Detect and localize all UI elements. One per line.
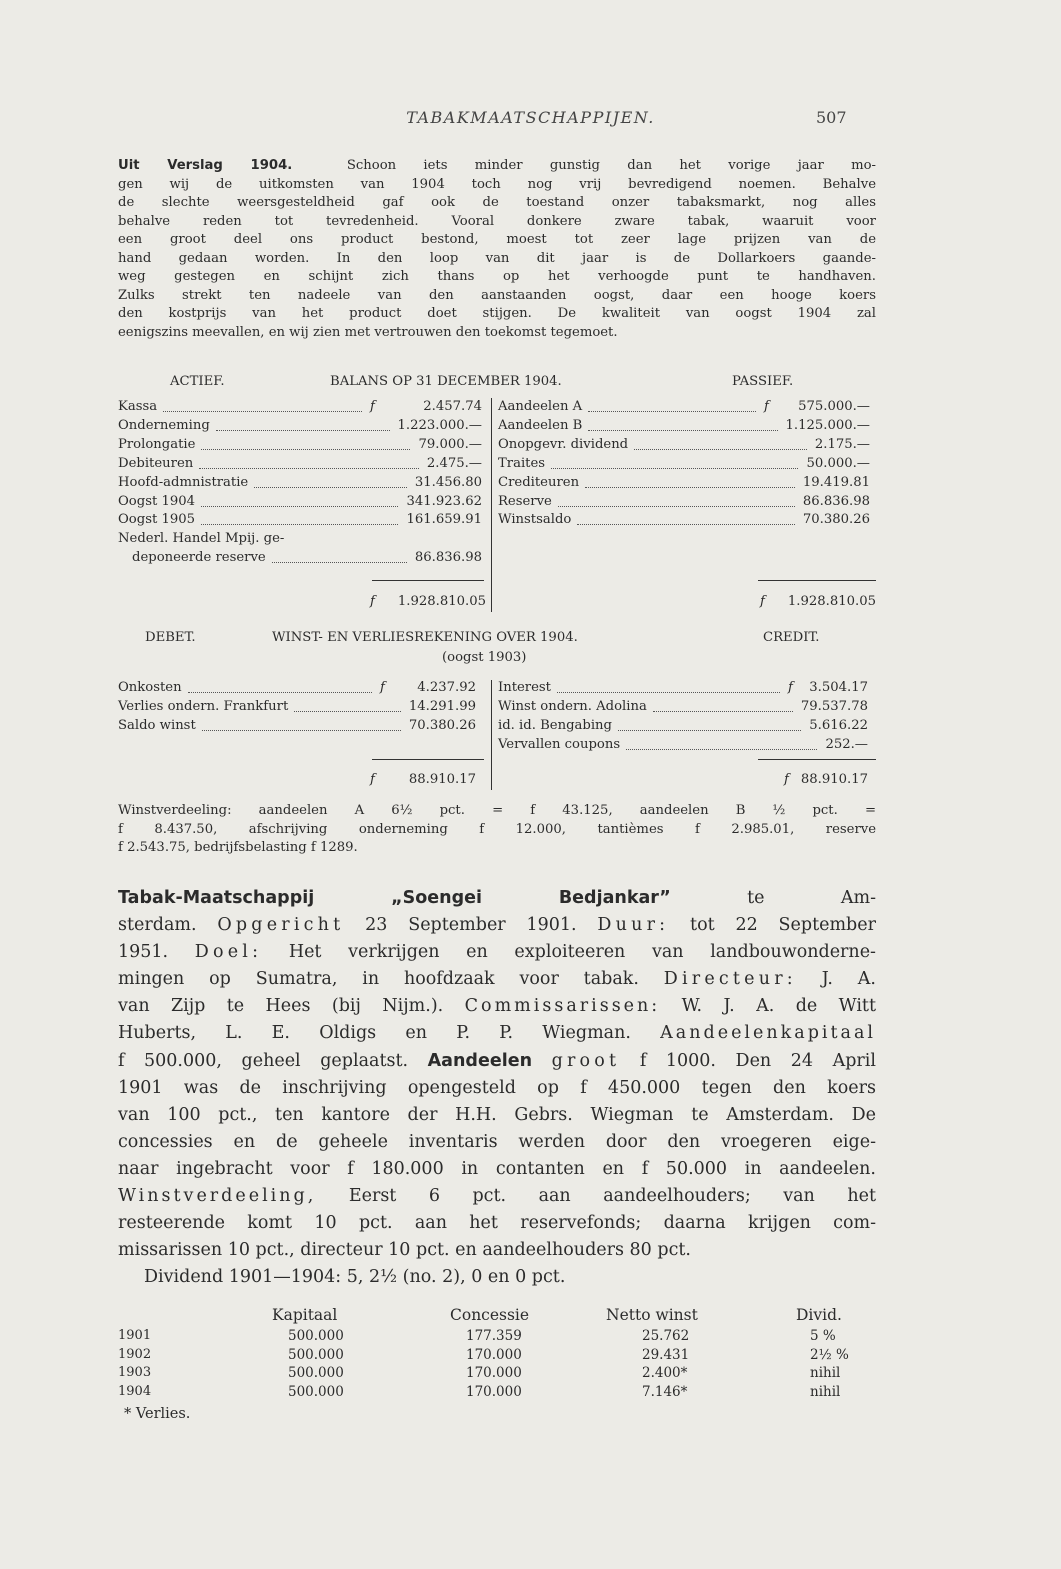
ledger-value: 50.000.— (806, 455, 870, 471)
pl-total-right: f 88.910.17 (784, 772, 868, 787)
ledger-label: Hoofd-admnistratie (118, 474, 249, 490)
balance-right-heading: PASSIEF. (732, 374, 794, 389)
pl-divider (491, 680, 492, 790)
pl-total-left: f 88.910.17 (370, 772, 476, 787)
ledger-label: Nederl. Handel Mpij. ge- (118, 531, 285, 547)
table-cell: 7.146* (642, 1383, 688, 1400)
table-cell: 1902 (118, 1346, 152, 1362)
ledger-row (498, 475, 870, 494)
pl-total-rule-left (372, 759, 484, 760)
pl-left-heading: DEBET. (145, 630, 196, 645)
balance-total-left: f 1.928.810.05 (370, 594, 486, 609)
table-cell: 2.400* (642, 1365, 688, 1381)
profit-distribution (118, 802, 876, 858)
ledger-row (498, 437, 870, 456)
dot-leader (588, 411, 756, 412)
table-header: Kapitaal (272, 1306, 338, 1324)
table-header: Netto winst (606, 1306, 698, 1324)
ledger-value: 575.000.— (798, 399, 870, 414)
ledger-value: 19.419.81 (802, 474, 870, 490)
ledger-row (118, 437, 482, 456)
ledger-row (498, 680, 868, 699)
table-cell: 170.000 (466, 1365, 522, 1381)
key-groot: groot (551, 1050, 621, 1071)
report-line: weg gestegen en schijnt zich thans op het verhoogde punt te handhaven. (118, 269, 876, 284)
table-cell: 500.000 (288, 1346, 344, 1363)
ledger-row (118, 718, 476, 737)
table-footnote: * Verlies. (124, 1406, 191, 1422)
distribution-line: f 8.437.50, afschrijving onderneming f 12.000, tantièmes f 2.985.01, reserve (118, 821, 876, 837)
currency-sign: f (788, 680, 793, 695)
key-aandeelenkapitaal: Aandeelenkapitaal (660, 1023, 876, 1044)
annual-report-paragraph (118, 157, 876, 342)
report-line: behalve reden tot tevredenheid. Vooral donkere zware tabak, waaruit voor (118, 213, 876, 229)
key-duur: Duur: (597, 915, 670, 936)
table-header: Concessie (450, 1306, 530, 1324)
ledger-row (118, 550, 482, 569)
ledger-row (118, 531, 482, 550)
table-cell: 29.431 (642, 1346, 690, 1363)
balance-left-heading: ACTIEF. (170, 374, 225, 389)
table-header: Divid. (796, 1306, 842, 1324)
report-heading: Uit Verslag 1904. (118, 158, 293, 173)
ledger-row (498, 737, 868, 756)
report-line: Zulks strekt ten nadeele van den aanstaanden oogst, daar een hooge koers (118, 287, 876, 303)
report-line: den kostprijs van het product doet stijgen. De kwaliteit van oogst 1904 zal (118, 306, 876, 321)
ledger-value: 4.237.92 (417, 680, 476, 695)
ledger-value: 79.000.— (418, 436, 482, 452)
table-cell: nihil (810, 1365, 841, 1381)
balance-total-right: f 1.928.810.05 (760, 594, 876, 609)
dot-leader (202, 730, 401, 731)
dividend-line: Dividend 1901—1904: 5, 2½ (no. 2), 0 en 0 pct. (144, 1267, 566, 1288)
ledger-label: Onderneming (118, 417, 210, 433)
table-cell: 25.762 (642, 1328, 690, 1344)
ledger-label: Oogst 1905 (118, 512, 196, 528)
ledger-row (118, 456, 482, 475)
currency-sign: f (380, 680, 385, 695)
dot-leader (551, 468, 798, 469)
table-cell: 177.359 (466, 1328, 522, 1344)
dot-leader (653, 711, 793, 712)
balance-total-rule-left (372, 580, 484, 581)
page-number: 507 (816, 108, 847, 127)
ledger-label: Vervallen coupons (498, 736, 621, 752)
dot-leader (626, 749, 817, 750)
ledger-value: 2.175.— (814, 436, 870, 452)
ledger-label: Traites (498, 455, 546, 471)
ledger-row (498, 512, 870, 531)
key-commissarissen: Commissarissen: (464, 996, 661, 1017)
ledger-value: 341.923.62 (406, 493, 482, 509)
ledger-row (118, 680, 476, 699)
ledger-value: 5.616.22 (809, 717, 868, 733)
pl-total-rule-right (758, 759, 876, 760)
ledger-row (498, 399, 870, 418)
ledger-label: Interest (498, 680, 551, 695)
dot-leader (588, 430, 777, 431)
ledger-label: Crediteuren (498, 474, 580, 490)
currency-sign: f (370, 399, 375, 414)
report-line: de slechte weersgesteldheid gaf ook de toestand onzer tabaksmarkt, nog alles (118, 195, 876, 210)
ledger-row (498, 418, 870, 437)
table-cell: nihil (810, 1383, 841, 1400)
ledger-value: 79.537.78 (800, 698, 868, 714)
key-winstverdeeling: Winstverdeeling, (118, 1186, 317, 1207)
ledger-label: Saldo winst (118, 717, 196, 733)
pl-title: WINST- EN VERLIESREKENING OVER 1904. (272, 630, 578, 645)
ledger-label: id. id. Bengabing (498, 717, 612, 733)
ledger-row (498, 699, 868, 718)
table-cell: 2½ % (810, 1346, 849, 1363)
key-directeur: Directeur: (663, 969, 797, 990)
ledger-label: Winst ondern. Adolina (498, 698, 647, 714)
ledger-row (118, 475, 482, 494)
dot-leader (199, 468, 419, 469)
distribution-line: Winstverdeeling: aandeelen A 6½ pct. = f 43.125, aandeelen B ½ pct. = (118, 803, 876, 818)
ledger-value: 31.456.80 (414, 474, 482, 490)
dot-leader (201, 506, 398, 507)
ledger-label: Debiteuren (118, 455, 194, 471)
running-header-title: TABAKMAATSCHAPPIJEN. (406, 108, 655, 127)
ledger-value: 252.— (825, 736, 868, 752)
ledger-value: 2.475.— (426, 455, 482, 471)
dot-leader (201, 449, 410, 450)
ledger-value: 70.380.26 (802, 512, 870, 528)
ledger-label: Onkosten (118, 680, 182, 695)
ledger-label: Reserve (498, 493, 552, 509)
dot-leader (272, 562, 407, 563)
dot-leader (201, 524, 398, 525)
ledger-value: 86.836.98 (414, 550, 482, 566)
report-line: een groot deel ons product bestond, moest tot zeer lage prijzen van de (118, 232, 876, 247)
ledger-value: 3.504.17 (809, 680, 868, 695)
ledger-value: 1.125.000.— (785, 417, 870, 433)
table-cell: 500.000 (288, 1365, 344, 1381)
dot-leader (163, 411, 362, 412)
table-cell: 170.000 (466, 1346, 522, 1363)
table-cell: 500.000 (288, 1328, 344, 1344)
ledger-row (118, 418, 482, 437)
ledger-value: 161.659.91 (406, 512, 482, 528)
dot-leader (577, 524, 795, 525)
dot-leader (254, 487, 407, 488)
ledger-row (498, 718, 868, 737)
ledger-row (498, 456, 870, 475)
key-opgericht: Opgericht (217, 915, 345, 936)
table-cell: 1904 (118, 1383, 152, 1399)
table-cell: 500.000 (288, 1383, 344, 1400)
table-cell: 170.000 (466, 1383, 522, 1400)
ledger-label: Verlies ondern. Frankfurt (118, 698, 289, 714)
dot-leader (585, 487, 795, 488)
ledger-label: Prolongatie (118, 436, 196, 452)
ledger-row (118, 699, 476, 718)
ledger-label: Winstsaldo (498, 512, 572, 528)
ledger-label: Onopgevr. dividend (498, 436, 629, 452)
balance-title: BALANS OP 31 DECEMBER 1904. (330, 374, 562, 389)
ledger-row (118, 512, 482, 531)
report-line: gen wij de uitkomsten van 1904 toch nog vrij bevredigend noemen. Behalve (118, 176, 876, 192)
ledger-label: deponeerde reserve (132, 550, 266, 566)
company-description: Tabak-Maatschappij „Soengei Bedjankar” te Am- sterdam. Opgericht 23 September 1901. Duur: tot 22 September 1951. Doel: Het verkrijgen en exploiteeren van landbouwonderne- mingen op Sumatra, in hoofdzaak voor tabak. Directeur: J. A. van Zijp te Hees (bij Nijm.). Commissarissen: W. J. A. de Witt Huberts, L. E. Oldigs en P. P. Wiegman. Aandeelenkapitaal f 500.000, geheel geplaatst. Aandeelen groot f 1000. Den 24 April 1901 was de inschrijving opengesteld op f 450.000 tegen den koers van 100 pct., ten kantore der H.H. Gebrs. Wiegman te Amsterdam. De concessies en de geheele inventaris werden door den vroegeren eige- naar ingebracht voor f 180.000 in contanten en f 50.000 in aandeelen. Winstverdeeling, Eerst 6 pct. aan aandeelhouders; van het resteerende komt 10 pct. aan het reservefonds; daarna krijgen com- missarissen 10 pct., directeur 10 pct. en aandeelhouders 80 pct. Dividend 1901—1904: 5, 2½ (no. 2), 0 en 0 pct. (118, 885, 876, 1291)
table-cell: 1901 (118, 1328, 152, 1343)
ledger-row (118, 494, 482, 513)
ledger-value: 2.457.74 (423, 399, 482, 414)
ledger-label: Kassa (118, 399, 158, 414)
table-cell: 5 % (810, 1328, 836, 1344)
dot-leader (618, 730, 801, 731)
dot-leader (558, 506, 795, 507)
report-line: eenigszins meevallen, en wij zien met vertrouwen den toekomst tegemoet. (118, 324, 618, 340)
ledger-value: 86.836.98 (802, 493, 870, 509)
dot-leader (634, 449, 807, 450)
balance-total-rule-right (758, 580, 876, 581)
ledger-label: Oogst 1904 (118, 493, 196, 509)
pl-subtitle: (oogst 1903) (442, 650, 527, 665)
ledger-value: 1.223.000.— (397, 417, 482, 433)
dot-leader (188, 692, 372, 693)
dot-leader (294, 711, 401, 712)
currency-sign: f (764, 399, 769, 414)
ledger-row (118, 399, 482, 418)
table-cell: 1903 (118, 1365, 152, 1380)
dot-leader (216, 430, 390, 431)
ledger-label: Aandeelen A (498, 399, 583, 414)
ledger-label: Aandeelen B (498, 417, 583, 433)
distribution-line: f 2.543.75, bedrijfsbelasting f 1289. (118, 840, 358, 855)
company-name: Tabak-Maatschappij „Soengei Bedjankar” (118, 888, 671, 908)
report-line: hand gedaan worden. In den loop van dit jaar is de Dollarkoers gaande- (118, 250, 876, 266)
report-line: Schoon iets minder gunstig dan het vorige jaar mo- (346, 158, 876, 173)
key-aandeelen: Aandeelen (427, 1050, 533, 1071)
pl-right-heading: CREDIT. (763, 630, 820, 645)
balance-divider (491, 398, 492, 612)
ledger-value: 70.380.26 (408, 717, 476, 733)
dot-leader (557, 692, 780, 693)
key-doel: Doel: (194, 942, 263, 963)
ledger-row (498, 494, 870, 513)
ledger-value: 14.291.99 (408, 698, 476, 714)
